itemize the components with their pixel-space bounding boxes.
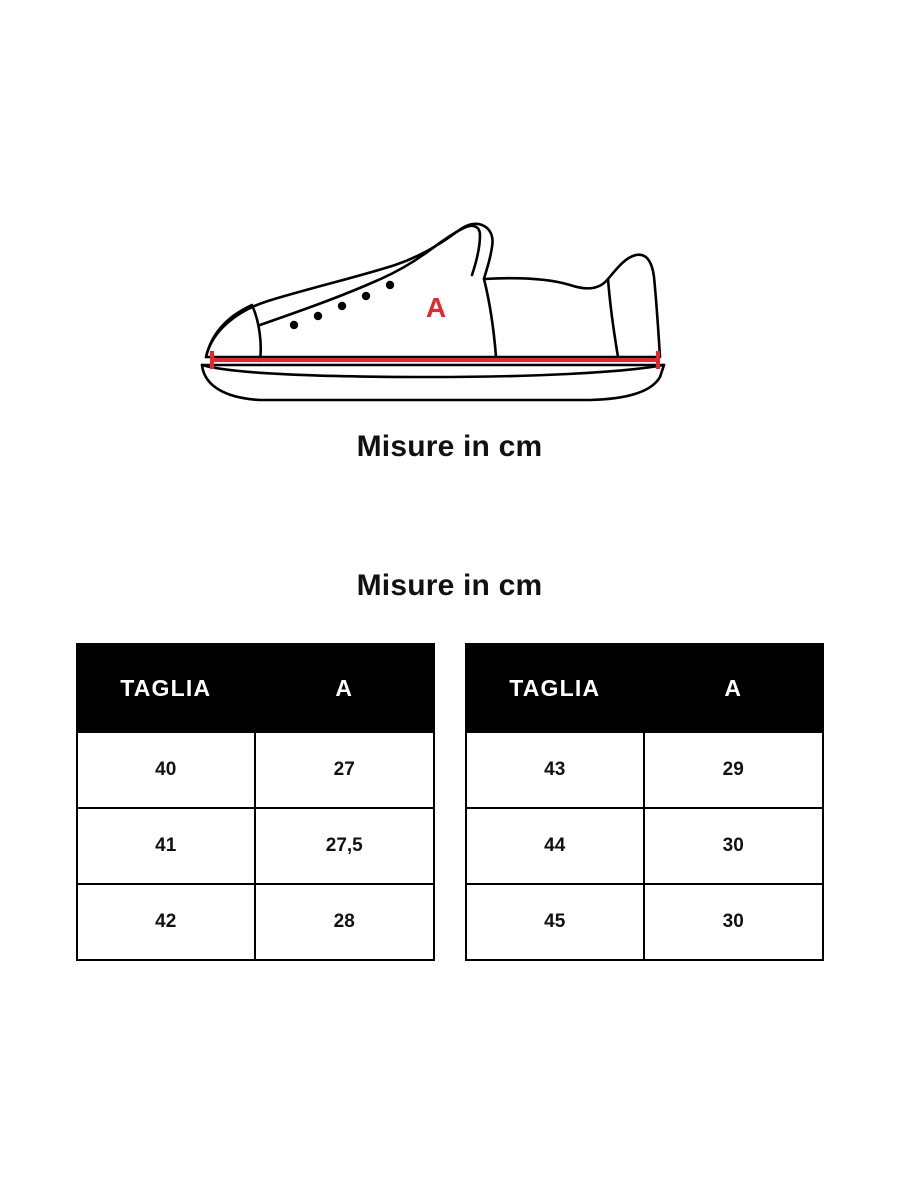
cell-measure-a: 27: [255, 732, 434, 808]
size-table-left: [76, 643, 435, 961]
cell-size: 44: [466, 808, 645, 884]
column-header-a: A: [255, 644, 434, 732]
table-header-row: [466, 644, 823, 732]
table-row: [466, 808, 823, 884]
cell-size: 43: [466, 732, 645, 808]
cell-size: 42: [77, 884, 256, 960]
cell-measure-a: 30: [644, 808, 823, 884]
diagram-label-a: A: [425, 292, 446, 323]
diagram-caption: Misure in cm: [356, 430, 543, 463]
cell-measure-a: 27,5: [255, 808, 434, 884]
table-row: [77, 884, 434, 960]
column-header-taglia: TAGLIA: [466, 644, 645, 732]
cell-size: 40: [77, 732, 256, 808]
cell-measure-a: 29: [644, 732, 823, 808]
size-tables: [0, 643, 899, 961]
size-table-right: [465, 643, 824, 961]
table-row: [466, 732, 823, 808]
table-row: [77, 808, 434, 884]
column-header-taglia: TAGLIA: [77, 644, 256, 732]
table-row: [77, 732, 434, 808]
table-header-row: [77, 644, 434, 732]
cell-size: 45: [466, 884, 645, 960]
table-row: [466, 884, 823, 960]
shoe-diagram: [190, 205, 710, 420]
page-title: Misure in cm: [356, 569, 543, 602]
cell-measure-a: 28: [255, 884, 434, 960]
cell-size: 41: [77, 808, 256, 884]
column-header-a: A: [644, 644, 823, 732]
cell-measure-a: 30: [644, 884, 823, 960]
